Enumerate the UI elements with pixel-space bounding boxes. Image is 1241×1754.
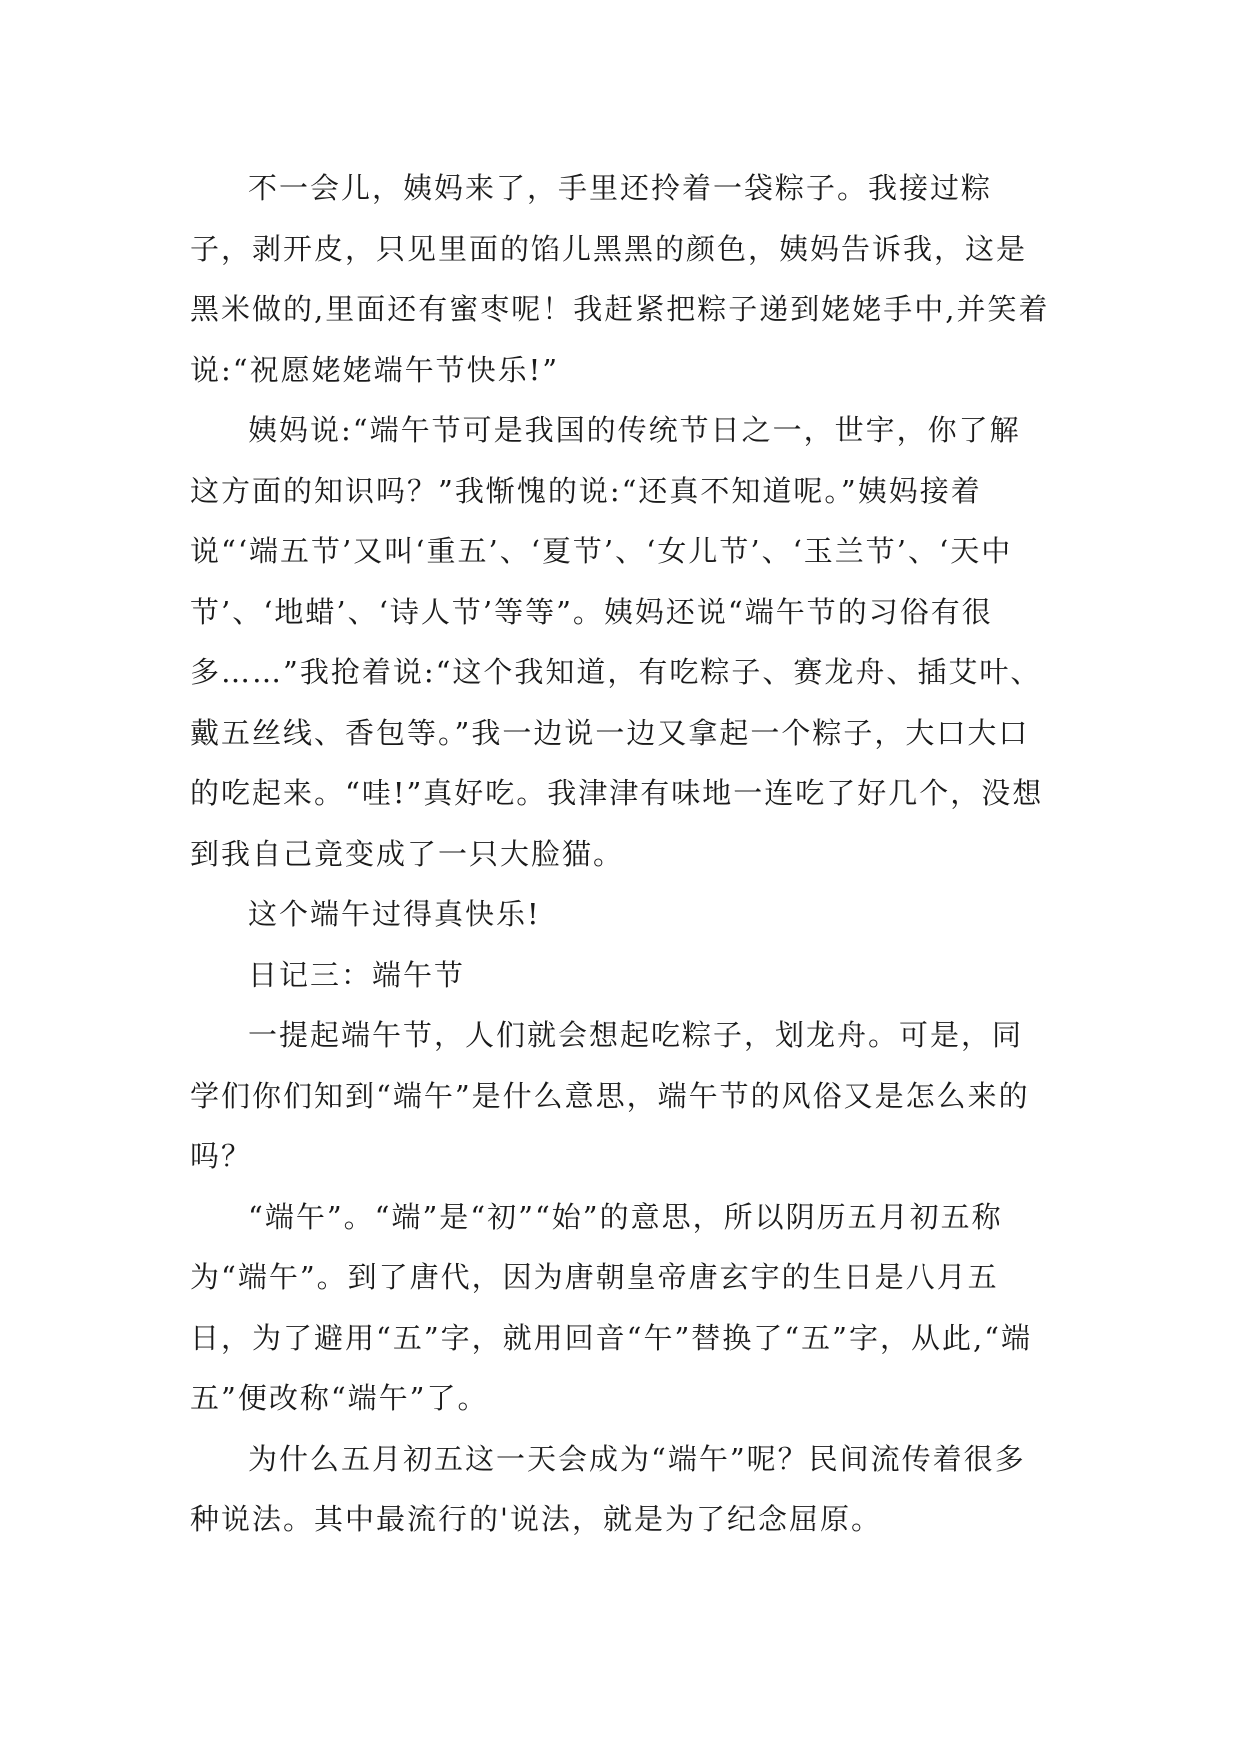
document-body: [190, 158, 1050, 1550]
paragraph-qu-yuan: 为什么五月初五这一天会成为“端午”呢？民间流传着很多种说法。其中最流行的'说法，就是为了纪念屈原。: [190, 1441, 1026, 1536]
paragraph-intro-question: 一提起端午节，人们就会想起吃粽子，划龙舟。可是，同学们你们知到“端午”是什么意思，端午节的风俗又是怎么来的吗？: [190, 1018, 1030, 1173]
diary-heading: 日记三：端午节: [248, 957, 466, 992]
paragraph-festival-knowledge: 姨妈说:“端午节可是我国的传统节日之一，世宇，你了解这方面的知识吗？”我惭愧的说:“还真不知道呢。”姨妈接着说“‘端五节’又叫‘重五’、‘夏节’、‘女儿节’、‘玉兰节’、‘天中节’、‘地蜡’、‘诗人节’等等”。姨妈还说“端午节的习俗有很多……”我抢着说:“这个我知道，有吃粽子、赛龙舟、插艾叶、戴五丝线、香包等。”我一边说一边又拿起一个粽子，大口大口的吃起来。“哇!”真好吃。我津津有味地一连吃了好几个，没想到我自己竟变成了一只大脸猫。: [190, 413, 1044, 871]
paragraph-name-origin: “端午”。“端”是“初”“始”的意思，所以阴历五月初五称为“端午”。到了唐代，因为唐朝皇帝唐玄宇的生日是八月五日，为了避用“五”字，就用回音“午”替换了“五”字，从此,“端五”便改称“端午”了。: [190, 1199, 1032, 1415]
paragraph-happy-ending: 这个端午过得真快乐!: [248, 897, 541, 931]
paragraph-zongzi-gift: 不一会儿，姨妈来了，手里还拎着一袋粽子。我接过粽子，剥开皮，只见里面的馅儿黑黑的颜色，姨妈告诉我，这是黑米做的,里面还有蜜枣呢！我赶紧把粽子递到姥姥手中,并笑着说:“祝愿姥姥端午节快乐!”: [190, 171, 1050, 387]
